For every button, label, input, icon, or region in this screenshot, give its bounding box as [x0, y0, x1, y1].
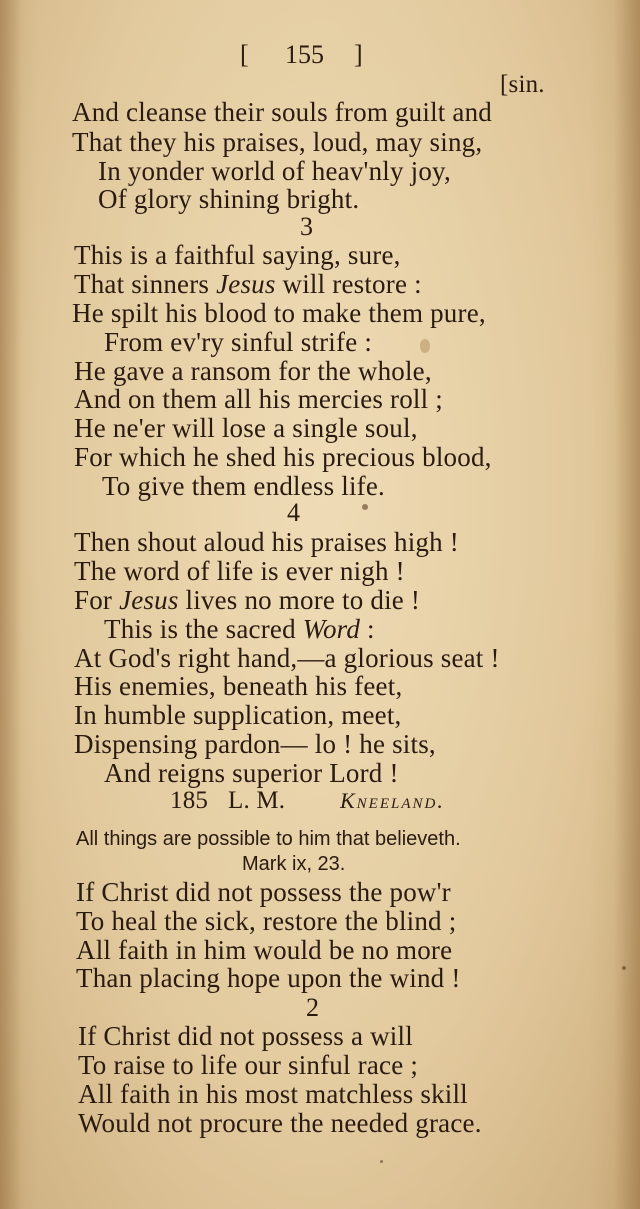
verse-line: Would not procure the needed grace.: [78, 1108, 482, 1138]
epigraph: All things are possible to him that believeth.: [76, 828, 461, 850]
verse-line: And reigns superior Lord !: [104, 758, 399, 788]
verse-line: If Christ did not possess the pow'r: [76, 877, 451, 907]
carry-over-word: [sin.: [500, 71, 545, 98]
verse-line: His enemies, beneath his feet,: [74, 671, 403, 701]
verse-line: From ev'ry sinful strife :: [104, 327, 373, 357]
verse-line: Than placing hope upon the wind !: [76, 963, 461, 993]
paper-speck: [622, 966, 626, 970]
verse-line: All faith in him would be no more: [76, 935, 453, 965]
stanza-number: 4: [287, 498, 300, 527]
hymn-tune: Kneeland.: [340, 788, 445, 813]
verse-line: If Christ did not possess a will: [78, 1021, 413, 1051]
page-number: 155: [285, 40, 324, 69]
verse-line: He spilt his blood to make them pure,: [72, 298, 486, 328]
verse-line: At God's right hand,—a glorious seat !: [74, 643, 500, 673]
verse-line: And cleanse their souls from guilt and: [72, 97, 493, 127]
paper-speck: [380, 1160, 383, 1163]
verse-line: To raise to life our sinful race ;: [78, 1050, 419, 1080]
verse-line: For Jesus lives no more to die !: [74, 585, 421, 615]
verse-line: Dispensing pardon— lo ! he sits,: [74, 729, 436, 759]
stanza-number: 2: [306, 993, 319, 1022]
verse-line: And on them all his mercies roll ;: [74, 384, 443, 414]
verse-line: This is a faithful saying, sure,: [74, 240, 401, 270]
stanza-number: 3: [300, 212, 313, 241]
verse-line: He gave a ransom for the whole,: [74, 356, 432, 386]
paper-speck: [362, 504, 368, 510]
hymn-number: 185: [170, 787, 209, 814]
verse-line: To give them endless life.: [102, 471, 385, 501]
verse-line: Of glory shining bright.: [98, 184, 360, 214]
hymn-meter: L. M.: [228, 787, 286, 814]
verse-line: In yonder world of heav'nly joy,: [98, 156, 451, 186]
header-bracket-open: [: [240, 40, 249, 69]
verse-line: Then shout aloud his praises high !: [74, 527, 459, 557]
verse-line: The word of life is ever nigh !: [74, 556, 405, 586]
verse-line: That sinners Jesus will restore :: [74, 269, 422, 299]
page-edge-right: [614, 0, 640, 1209]
verse-line: All faith in his most matchless skill: [78, 1079, 468, 1109]
verse-line: To heal the sick, restore the blind ;: [76, 906, 457, 936]
verse-line: In humble supplication, meet,: [74, 700, 402, 730]
paper-stain: [420, 339, 430, 353]
verse-line: He ne'er will lose a single soul,: [74, 413, 418, 443]
verse-line: This is the sacred Word :: [104, 614, 375, 644]
verse-line: For which he shed his precious blood,: [74, 442, 492, 472]
header-bracket-close: ]: [354, 40, 363, 69]
verse-line: That they his praises, loud, may sing,: [72, 127, 483, 157]
scripture-reference: Mark ix, 23.: [242, 853, 346, 875]
page-edge-left: [0, 0, 22, 1209]
